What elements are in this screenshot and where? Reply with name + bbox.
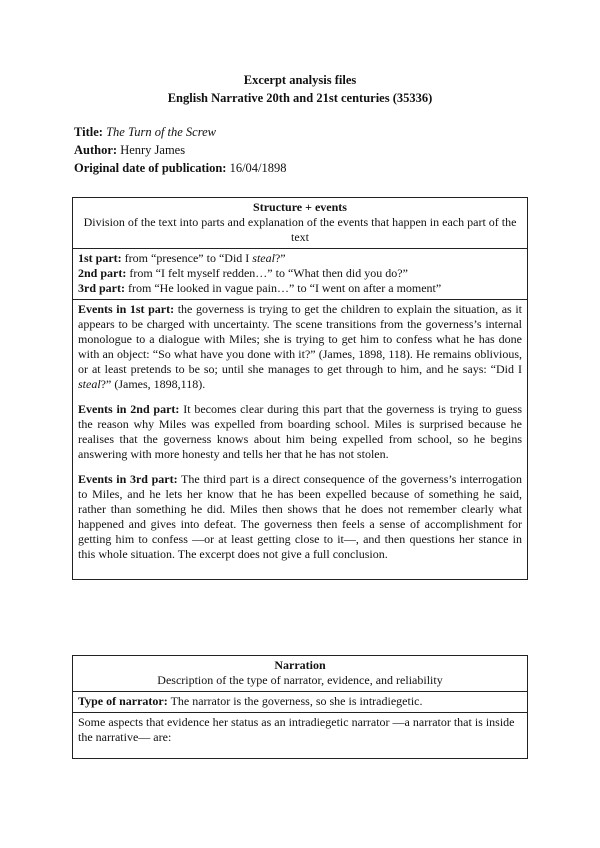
part-3	[78, 281, 522, 296]
part-2-text: from “I felt myself redden…” to “What then did you do?”	[129, 266, 408, 280]
events-1-text: the governess is trying to get the children to explain the situation, as it appears to be charged with uncertainty. The scene transitions from the governess’s internal monologue to a dialogue with Miles; she is trying to get him to confess what he has done with an object: “So what have you done with it?” (James, 1898, 118). He remains oblivious, or at least pretends to be so; until she manages to get through to him, and he says: “Did I	[78, 302, 522, 376]
events-1-text-after: ?” (James, 1898,118).	[100, 377, 206, 391]
narration-heading: Narration	[274, 658, 326, 672]
part-1	[78, 251, 522, 266]
narration-subheading: Description of the type of narrator, evidence, and reliability	[157, 673, 443, 687]
events-1-label: Events in 1st part:	[78, 302, 175, 316]
part-1-text-after: ?”	[274, 251, 286, 265]
part-1-text: from “presence” to “Did I	[124, 251, 253, 265]
structure-subheading: Division of the text into parts and explanation of the events that happen in each part of the text	[83, 215, 517, 244]
part-3-text: from “He looked in vague pain…” to “I went on after a moment”	[128, 281, 442, 295]
part-2-label: 2nd part:	[78, 266, 127, 280]
structure-table	[72, 197, 528, 580]
events-2	[78, 402, 522, 462]
part-2	[78, 266, 522, 281]
narrator-aspects-cell	[73, 713, 528, 759]
events-3-text: The third part is a direct consequence of the governess’s interrogation to Miles, and he lets her know that he has been expelled because of something he said, rather than something he did. Miles then shows that he does not remember clearly what happened and gives into defeat. The governess then feels a sense of accomplishment for getting him to confess —or at least getting close to it—, and then questions her stance in this whole situation. The excerpt does not give a full conclusion.	[78, 472, 522, 561]
narrator-type-label: Type of narrator:	[78, 694, 168, 708]
part-3-label: 3rd part:	[78, 281, 125, 295]
meta-date-value: 16/04/1898	[229, 161, 287, 175]
structure-heading: Structure + events	[253, 200, 347, 214]
narration-table	[72, 655, 528, 759]
meta-title-label: Title:	[74, 125, 103, 139]
meta-author-label: Author:	[74, 143, 118, 157]
doc-title-line1: Excerpt analysis files	[243, 73, 357, 87]
meta-author-value: Henry James	[120, 143, 186, 157]
narration-header-cell	[73, 656, 528, 692]
events-2-text: It becomes clear during this part that the governess is trying to guess the reason why Miles was expelled from boarding school. Miles is surprised because he realises that the governess knows about him being expelled from school, so he begins answering with more honesty and tells her that he has not stolen.	[78, 402, 522, 461]
narrator-type-text: The narrator is the governess, so she is intradiegetic.	[170, 694, 423, 708]
doc-title-line2: English Narrative 20th and 21st centuries (35336)	[167, 91, 433, 105]
meta-author	[74, 143, 185, 158]
structure-header-cell	[73, 198, 528, 249]
meta-title	[74, 125, 216, 140]
meta-title-value: The Turn of the Screw	[106, 125, 217, 139]
part-1-label: 1st part:	[78, 251, 122, 265]
events-3	[78, 472, 522, 562]
narrator-type-cell	[73, 692, 528, 713]
events-1	[78, 302, 522, 392]
meta-date	[74, 161, 287, 176]
narrator-aspects-text: Some aspects that evidence her status as an intradiegetic narrator —a narrator that is inside the narrative— are:	[78, 715, 515, 744]
parts-cell	[73, 249, 528, 300]
meta-date-label: Original date of publication:	[74, 161, 227, 175]
events-1-italic: steal	[78, 377, 101, 391]
part-1-italic: steal	[252, 251, 275, 265]
events-2-label: Events in 2nd part:	[78, 402, 180, 416]
events-cell	[73, 300, 528, 580]
events-3-label: Events in 3rd part:	[78, 472, 178, 486]
